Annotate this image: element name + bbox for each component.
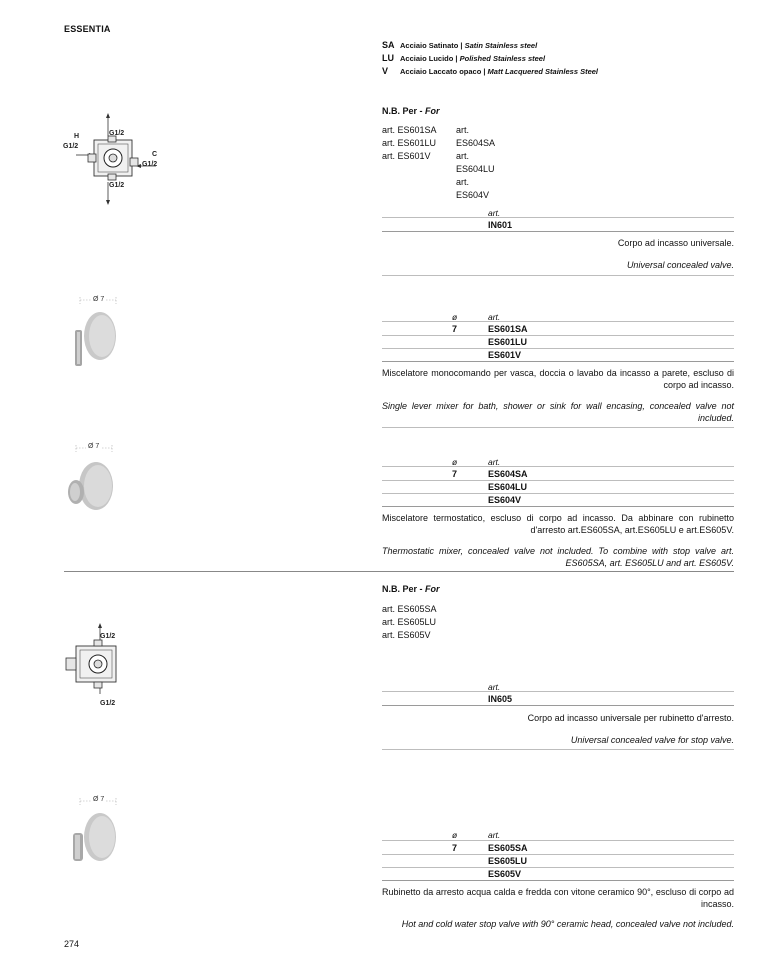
nb-label: N.B. Per - (382, 106, 426, 116)
stop-valve-image (64, 793, 134, 873)
col-diam-header: ø (452, 457, 458, 467)
section-rule (382, 749, 734, 750)
label-g-top: G1/2 (100, 633, 116, 640)
col-art-header: art. (488, 457, 501, 467)
art-item: art. ES605V (382, 630, 431, 640)
code-cell: IN605 (488, 694, 513, 704)
diameter-label: Ø 7 (88, 443, 100, 450)
table-rule (382, 840, 734, 841)
stop-valve-body-diagram (60, 618, 150, 708)
code-cell: ES605LU (488, 856, 528, 866)
description-it: Miscelatore monocomando per vasca, doccia o lavabo da incasso a parete, escluso di corpo ad incasso. (382, 368, 734, 390)
art-item: art. ES604SA (456, 125, 496, 148)
table-rule (382, 480, 734, 481)
finish-en: Matt Lacquered Stainless Steel (487, 67, 598, 76)
finish-en: Satin Stainless steel (464, 41, 538, 50)
description-it: Corpo ad incasso universale. (617, 238, 734, 248)
label-h: H (74, 133, 80, 140)
table-rule (382, 867, 734, 868)
description-it: Miscelatore termostatico, escluso di corpo ad incasso. Da abbinare con rubinetto d'arresto art.ES605SA, art.ES605LU e art.ES605V. (382, 513, 734, 535)
finish-en: Polished Stainless steel (459, 54, 546, 63)
finish-v (382, 66, 598, 76)
nb-for: For (425, 106, 440, 116)
section-rule (382, 275, 734, 276)
col-art-header: art. (488, 312, 501, 322)
finish-code: LU (382, 53, 394, 63)
art-item: art. ES605LU (382, 617, 437, 627)
single-lever-mixer-image (64, 292, 134, 372)
finish-it: Acciaio Laccato opaco | (400, 67, 488, 76)
code-cell: ES605SA (488, 843, 528, 853)
diam-cell: 7 (452, 324, 458, 334)
diameter-label: Ø 7 (93, 796, 105, 803)
code-cell: ES601LU (488, 337, 528, 347)
label-g-bottom: G1/2 (100, 700, 116, 707)
label-g-right: G1/2 (142, 161, 158, 168)
table-rule (382, 854, 734, 855)
code-cell: ES605V (488, 869, 522, 879)
table-rule (382, 705, 734, 706)
table-rule (382, 880, 734, 881)
section-separator (64, 571, 734, 572)
code-cell: ES604LU (488, 482, 528, 492)
section-rule (382, 427, 734, 428)
table-rule (382, 466, 734, 467)
code-cell: ES601SA (488, 324, 528, 334)
finish-it: Acciaio Satinato | (400, 41, 465, 50)
finish-code: V (382, 66, 389, 76)
code-cell: ES604SA (488, 469, 528, 479)
finish-sa (382, 40, 537, 50)
description-en: Universal concealed valve. (626, 260, 734, 270)
description-it: Corpo ad incasso universale per rubinetto d'arresto. (527, 713, 734, 723)
description-en: Single lever mixer for bath, shower or sink for wall encasing, concealed valve not included. (382, 401, 734, 423)
table-rule (382, 361, 734, 362)
diam-cell: 7 (452, 843, 458, 853)
diam-cell: 7 (452, 469, 458, 479)
thermostatic-mixer-image (60, 440, 130, 520)
nb-for: For (425, 584, 440, 594)
table-rule (382, 506, 734, 507)
col-art-header: art. (488, 682, 501, 692)
col-art-header: art. (488, 830, 501, 840)
description-en: Thermostatic mixer, concealed valve not included. To combine with stop valve art. ES605SA, art. ES605LU and art. ES605V. (382, 546, 734, 568)
concealed-valve-diagram (60, 110, 170, 210)
art-item: art. ES604V (456, 177, 490, 200)
art-item: art. ES601SA (382, 125, 437, 135)
code-cell: ES604V (488, 495, 522, 505)
art-item: art. ES604LU (456, 151, 495, 174)
description-en: Hot and cold water stop valve with 90° ceramic head, concealed valve not included. (401, 919, 734, 929)
table-rule (382, 321, 734, 322)
finish-code: SA (382, 40, 395, 50)
nb-note (382, 106, 440, 116)
brand-title: ESSENTIA (64, 24, 111, 34)
description-it: Rubinetto da arresto acqua calda e fredda con vitone ceramico 90°, escluso di corpo ad incasso. (382, 887, 734, 909)
art-item: art. ES601V (382, 151, 431, 161)
description-en: Universal concealed valve for stop valve. (570, 735, 734, 745)
table-rule (382, 231, 734, 232)
code-cell: ES601V (488, 350, 522, 360)
art-item: art. ES601LU (382, 138, 437, 148)
compatible-arts (382, 124, 496, 200)
finish-lu (382, 53, 545, 63)
code-cell: IN601 (488, 220, 513, 230)
col-diam-header: ø (452, 830, 458, 840)
table-rule (382, 335, 734, 336)
art-item: art. ES605SA (382, 604, 437, 614)
label-g-bottom: G1/2 (109, 182, 125, 189)
label-c: C (152, 151, 158, 158)
nb-label: N.B. Per - (382, 584, 426, 594)
diameter-label: Ø 7 (93, 296, 105, 303)
page-number: 274 (64, 939, 80, 949)
table-rule (382, 691, 734, 692)
label-g-left: G1/2 (63, 143, 79, 150)
table-rule (382, 348, 734, 349)
col-art-header: art. (488, 208, 501, 218)
nb-note (382, 584, 440, 594)
table-rule (382, 493, 734, 494)
compatible-arts (382, 603, 437, 642)
finish-it: Acciaio Lucido | (400, 54, 460, 63)
label-g-top: G1/2 (109, 130, 125, 137)
table-rule (382, 217, 734, 218)
col-diam-header: ø (452, 312, 458, 322)
